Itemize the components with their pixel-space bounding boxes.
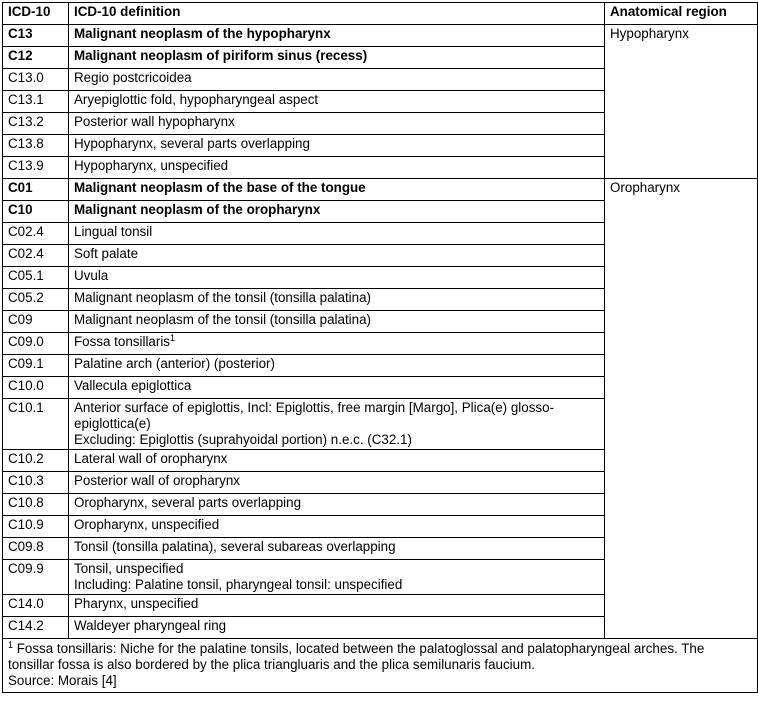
definition-text: Oropharynx, several parts overlapping [74, 495, 302, 510]
icd-definition-cell [69, 311, 605, 333]
definition-text: Oropharynx, unspecified [74, 517, 220, 532]
definition-line [74, 356, 599, 372]
definition-text: Posterior wall hypopharynx [74, 114, 235, 129]
icd-code-cell: C01 [3, 179, 69, 201]
definition-line [74, 158, 599, 174]
icd-code-cell: C14.2 [3, 617, 69, 639]
header-row [3, 3, 758, 25]
definition-text: Tonsil (tonsilla palatina), several subareas overlapping [74, 539, 396, 554]
icd-definition-cell [69, 201, 605, 223]
icd-definition-cell [69, 560, 605, 595]
icd-definition-cell [69, 223, 605, 245]
icd-definition-cell [69, 69, 605, 91]
definition-line [74, 136, 599, 152]
definition-text: Hypopharynx, unspecified [74, 158, 229, 173]
definition-text: Palatine arch (anterior) (posterior) [74, 356, 275, 371]
footnote-row [3, 639, 758, 693]
definition-line [74, 114, 599, 130]
definition-line [74, 400, 599, 432]
icd-definition-cell [69, 472, 605, 494]
header-region: Anatomical region [605, 3, 758, 25]
definition-text: Regio postcricoidea [74, 70, 192, 85]
icd-definition-cell [69, 494, 605, 516]
icd-definition-cell [69, 157, 605, 179]
definition-line [74, 596, 599, 612]
definition-line [74, 92, 599, 108]
footnote-text: Fossa tonsillaris: Niche for the palatine tonsils, located between the palatoglossal and palatopharyngeal arches. The tonsillar fossa is also bordered by the plica triangluaris and the plica semilunaris faucium. [8, 641, 705, 672]
header-definition: ICD-10 definition [69, 3, 605, 25]
definition-line [74, 618, 599, 634]
definition-line [74, 539, 599, 555]
icd-code-cell: C13.2 [3, 113, 69, 135]
icd-code-cell: C10.9 [3, 516, 69, 538]
footnote-line [8, 641, 752, 673]
definition-line [74, 495, 599, 511]
icd-definition-cell [69, 617, 605, 639]
anatomical-region-cell: Oropharynx [605, 179, 758, 639]
definition-text: Malignant neoplasm of the hypopharynx [74, 26, 331, 41]
icd-code-cell: C09 [3, 311, 69, 333]
definition-text: Vallecula epiglottica [74, 378, 192, 393]
definition-text: Fossa tonsillaris [74, 334, 170, 349]
definition-line [74, 561, 599, 577]
definition-text: Malignant neoplasm of the tonsil (tonsilla palatina) [74, 312, 371, 327]
icd-definition-cell [69, 538, 605, 560]
header-code: ICD-10 [3, 3, 69, 25]
icd-code-cell: C02.4 [3, 245, 69, 267]
definition-text: Malignant neoplasm of the oropharynx [74, 202, 321, 217]
icd-code-cell: C10.2 [3, 450, 69, 472]
icd-code-cell: C10.0 [3, 377, 69, 399]
icd-definition-cell [69, 595, 605, 617]
definition-text: Tonsil, unspecified [74, 561, 184, 576]
icd-definition-cell [69, 47, 605, 69]
definition-line [74, 268, 599, 284]
icd-code-cell: C10.8 [3, 494, 69, 516]
icd-code-cell: C14.0 [3, 595, 69, 617]
definition-line [74, 180, 599, 196]
icd-code-cell: C05.1 [3, 267, 69, 289]
icd-code-cell: C13.9 [3, 157, 69, 179]
footnote-cell [3, 639, 758, 693]
definition-line [74, 290, 599, 306]
icd-definition-cell [69, 91, 605, 113]
definition-line [74, 378, 599, 394]
definition-line [74, 246, 599, 262]
icd-code-cell: C09.9 [3, 560, 69, 595]
icd-code-cell: C13.0 [3, 69, 69, 91]
icd-definition-cell [69, 179, 605, 201]
definition-text: Lateral wall of oropharynx [74, 451, 228, 466]
definition-text: Anterior surface of epiglottis, Incl: Epiglottis, free margin [Margo], Plica(e) glosso-epiglottica(e) [74, 400, 555, 431]
definition-line [74, 451, 599, 467]
definition-line [74, 26, 599, 42]
icd-definition-cell [69, 113, 605, 135]
definition-line [74, 334, 599, 350]
table-body [3, 25, 758, 639]
definition-line [74, 48, 599, 64]
icd-definition-cell [69, 267, 605, 289]
definition-line [74, 224, 599, 240]
icd-definition-cell [69, 516, 605, 538]
icd-definition-cell [69, 245, 605, 267]
icd10-table [2, 2, 758, 693]
definition-text: Hypopharynx, several parts overlapping [74, 136, 310, 151]
definition-text: Uvula [74, 268, 109, 283]
table-row [3, 179, 758, 201]
icd-definition-cell [69, 399, 605, 450]
definition-line [74, 312, 599, 328]
definition-text: Pharynx, unspecified [74, 596, 199, 611]
definition-text: Aryepiglottic fold, hypopharyngeal aspect [74, 92, 319, 107]
icd-code-cell: C13.8 [3, 135, 69, 157]
icd-code-cell: C13 [3, 25, 69, 47]
icd-definition-cell [69, 333, 605, 355]
anatomical-region-cell: Hypopharynx [605, 25, 758, 179]
definition-text: Malignant neoplasm of the tonsil (tonsilla palatina) [74, 290, 371, 305]
definition-text: Posterior wall of oropharynx [74, 473, 240, 488]
footnote-source: Source: Morais [4] [8, 673, 117, 688]
icd-definition-cell [69, 289, 605, 311]
table-container [2, 2, 758, 693]
icd-code-cell: C10.3 [3, 472, 69, 494]
definition-line [74, 202, 599, 218]
definition-line [74, 517, 599, 533]
icd-definition-cell [69, 25, 605, 47]
icd-definition-cell [69, 377, 605, 399]
icd-code-cell: C05.2 [3, 289, 69, 311]
definition-text: Including: Palatine tonsil, pharyngeal tonsil: unspecified [74, 577, 403, 592]
definition-text: Excluding: Epiglottis (suprahyoidal portion) n.e.c. (C32.1) [74, 432, 412, 447]
table-row [3, 25, 758, 47]
icd-code-cell: C02.4 [3, 223, 69, 245]
footnote-marker: 1 [8, 640, 14, 650]
definition-line [74, 70, 599, 86]
icd-definition-cell [69, 135, 605, 157]
icd-code-cell: C13.1 [3, 91, 69, 113]
icd-definition-cell [69, 355, 605, 377]
icd-code-cell: C09.8 [3, 538, 69, 560]
icd-code-cell: C09.1 [3, 355, 69, 377]
icd-definition-cell [69, 450, 605, 472]
definition-line [74, 577, 599, 593]
icd-code-cell: C09.0 [3, 333, 69, 355]
icd-code-cell: C10 [3, 201, 69, 223]
definition-text: Malignant neoplasm of piriform sinus (recess) [74, 48, 368, 63]
definition-text: Waldeyer pharyngeal ring [74, 618, 227, 633]
icd-code-cell: C10.1 [3, 399, 69, 450]
definition-line [74, 473, 599, 489]
definition-text: Lingual tonsil [74, 224, 153, 239]
definition-text: Soft palate [74, 246, 139, 261]
icd-code-cell: C12 [3, 47, 69, 69]
definition-line [74, 432, 599, 448]
definition-text: Malignant neoplasm of the base of the tongue [74, 180, 366, 195]
footnote-reference: 1 [170, 333, 176, 343]
